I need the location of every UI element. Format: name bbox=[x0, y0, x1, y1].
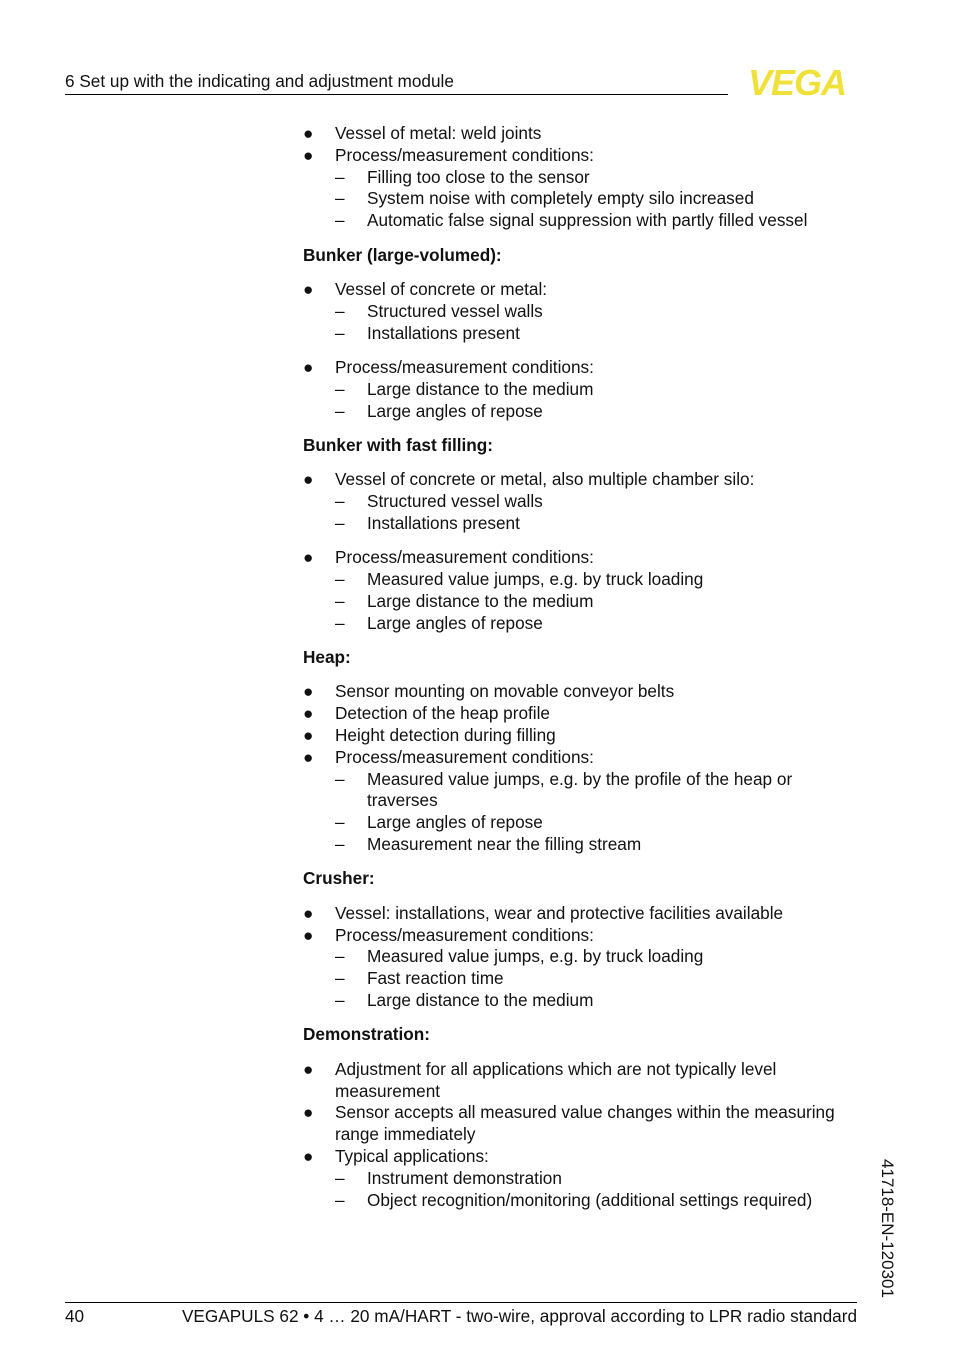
sub-item-text: Automatic false signal suppression with partly filled vessel bbox=[367, 210, 808, 231]
dash-icon: – bbox=[335, 378, 345, 399]
spacer bbox=[303, 1012, 873, 1025]
sub-list-item bbox=[303, 613, 873, 635]
bullet-icon: ● bbox=[303, 469, 314, 490]
list-item-text: Vessel of concrete or metal, also multiple chamber silo: bbox=[335, 469, 755, 490]
sub-list-item bbox=[303, 401, 873, 423]
bullet-icon: ● bbox=[303, 902, 314, 923]
sub-item-text: Measured value jumps, e.g. by truck loading bbox=[367, 569, 704, 590]
list-item-text: range immediately bbox=[335, 1124, 476, 1145]
sub-item-text: System noise with completely empty silo increased bbox=[367, 188, 754, 209]
dash-icon: – bbox=[335, 990, 345, 1011]
footer-text: VEGAPULS 62 • 4 … 20 mA/HART - two-wire, approval according to LPR radio standard bbox=[181, 1306, 857, 1326]
list-item-continuation bbox=[303, 1081, 873, 1103]
sub-item-text: Large angles of repose bbox=[367, 812, 543, 833]
sub-list-item bbox=[303, 513, 873, 535]
bullet-icon: ● bbox=[303, 278, 314, 299]
dash-icon: – bbox=[335, 300, 345, 321]
bullet-icon: ● bbox=[303, 356, 314, 377]
sub-item-text: Installations present bbox=[367, 322, 520, 343]
dash-icon: – bbox=[335, 834, 345, 855]
dash-icon: – bbox=[335, 1167, 345, 1188]
logo-text: VEGA bbox=[747, 66, 847, 98]
list-item-text: Vessel of concrete or metal: bbox=[335, 278, 548, 299]
list-item bbox=[303, 725, 873, 747]
list-item-text: Vessel: installations, wear and protective facilities available bbox=[335, 902, 784, 923]
bullet-icon: ● bbox=[303, 725, 314, 746]
sub-list-item bbox=[303, 210, 873, 232]
dash-icon: – bbox=[335, 946, 345, 967]
dash-icon: – bbox=[335, 768, 345, 789]
list-item-text: Sensor accepts all measured value changes within the measuring bbox=[335, 1102, 835, 1123]
dash-icon: – bbox=[335, 512, 345, 533]
list-item-text: Process/measurement conditions: bbox=[335, 144, 594, 165]
sub-item-text: Large angles of repose bbox=[367, 400, 543, 421]
sub-list-item bbox=[303, 769, 873, 791]
sub-list-item bbox=[303, 834, 873, 856]
dash-icon: – bbox=[335, 968, 345, 989]
list-item-text: Process/measurement conditions: bbox=[335, 924, 594, 945]
list-item bbox=[303, 123, 873, 145]
document-code: 41718-EN-120301 bbox=[878, 1159, 897, 1298]
list-item-text: Process/measurement conditions: bbox=[335, 547, 594, 568]
sub-list-item bbox=[303, 990, 873, 1012]
section-heading: Crusher: bbox=[303, 868, 375, 889]
sub-list-item bbox=[303, 1190, 873, 1212]
list-item-text: Typical applications: bbox=[335, 1146, 489, 1166]
sub-list-item bbox=[303, 188, 873, 210]
spacer bbox=[303, 856, 873, 869]
bullet-icon: ● bbox=[303, 547, 314, 568]
spacer bbox=[303, 232, 873, 245]
spacer bbox=[303, 266, 873, 279]
dash-icon: – bbox=[335, 400, 345, 421]
vega-logo bbox=[735, 66, 859, 98]
dash-icon: – bbox=[335, 612, 345, 633]
list-item bbox=[303, 469, 873, 491]
list-item-text: Process/measurement conditions: bbox=[335, 356, 594, 377]
list-item bbox=[303, 547, 873, 569]
dash-icon: – bbox=[335, 1189, 345, 1210]
page-header-section: 6 Set up with the indicating and adjustment module bbox=[65, 71, 454, 91]
spacer bbox=[303, 457, 873, 470]
sub-list-item bbox=[303, 968, 873, 990]
sub-item-text: Measurement near the filling stream bbox=[367, 834, 642, 855]
spacer bbox=[303, 669, 873, 682]
dash-icon: – bbox=[335, 322, 345, 343]
list-item bbox=[303, 1102, 873, 1124]
list-item bbox=[303, 681, 873, 703]
list-item-text: Process/measurement conditions: bbox=[335, 746, 594, 767]
spacer bbox=[303, 535, 873, 548]
footer-rule bbox=[65, 1302, 857, 1303]
spacer bbox=[303, 890, 873, 903]
sub-list-item bbox=[303, 591, 873, 613]
bullet-icon: ● bbox=[303, 1146, 314, 1166]
sub-item-text: Object recognition/monitoring (additional settings required) bbox=[367, 1189, 813, 1210]
spacer bbox=[303, 1046, 873, 1059]
sub-item-text: Filling too close to the sensor bbox=[367, 166, 590, 187]
sub-item-text: Structured vessel walls bbox=[367, 491, 543, 512]
section-heading: Demonstration: bbox=[303, 1024, 431, 1045]
dash-icon: – bbox=[335, 569, 345, 590]
sub-list-item bbox=[303, 812, 873, 834]
spacer bbox=[303, 635, 873, 648]
list-item bbox=[303, 925, 873, 947]
section-heading: Bunker with fast filling: bbox=[303, 434, 494, 455]
sub-list-item bbox=[303, 569, 873, 591]
list-item bbox=[303, 145, 873, 167]
spacer bbox=[303, 344, 873, 357]
list-item-text: Adjustment for all applications which are not typically level bbox=[335, 1058, 777, 1079]
dash-icon: – bbox=[335, 210, 345, 231]
dash-icon: – bbox=[335, 491, 345, 512]
bullet-icon: ● bbox=[303, 123, 314, 143]
sub-list-item bbox=[303, 301, 873, 323]
sub-item-text: Installations present bbox=[367, 512, 520, 533]
list-item-text: Vessel of metal: weld joints bbox=[335, 123, 542, 143]
sub-list-item bbox=[303, 946, 873, 968]
sub-item-text: Instrument demonstration bbox=[367, 1167, 562, 1188]
sub-item-text: Measured value jumps, e.g. by the profile of the heap or bbox=[367, 768, 793, 789]
bullet-icon: ● bbox=[303, 1058, 314, 1079]
section-heading: Heap: bbox=[303, 647, 351, 668]
sub-list-item bbox=[303, 1168, 873, 1190]
list-item-text: Height detection during filling bbox=[335, 725, 556, 746]
spacer bbox=[303, 422, 873, 435]
sub-item-text: Large distance to the medium bbox=[367, 990, 594, 1011]
bullet-icon: ● bbox=[303, 681, 314, 702]
bullet-icon: ● bbox=[303, 746, 314, 767]
sub-list-item bbox=[303, 167, 873, 189]
list-item bbox=[303, 747, 873, 769]
sub-list-item bbox=[303, 491, 873, 513]
list-item bbox=[303, 1146, 873, 1168]
bullet-icon: ● bbox=[303, 1102, 314, 1123]
list-item bbox=[303, 357, 873, 379]
list-item-text: Sensor mounting on movable conveyor belts bbox=[335, 681, 675, 702]
sub-list-item bbox=[303, 323, 873, 345]
dash-icon: – bbox=[335, 166, 345, 187]
list-item bbox=[303, 279, 873, 301]
dash-icon: – bbox=[335, 590, 345, 611]
sub-item-text: Structured vessel walls bbox=[367, 300, 543, 321]
header-rule bbox=[65, 94, 728, 95]
bullet-icon: ● bbox=[303, 144, 314, 165]
list-item bbox=[303, 903, 873, 925]
bullet-icon: ● bbox=[303, 924, 314, 945]
sub-item-text: Fast reaction time bbox=[367, 968, 504, 989]
list-item-text: Detection of the heap profile bbox=[335, 703, 550, 724]
list-item bbox=[303, 703, 873, 725]
sub-list-item bbox=[303, 379, 873, 401]
list-item-continuation bbox=[303, 1124, 873, 1146]
sub-item-text: Measured value jumps, e.g. by truck loading bbox=[367, 946, 704, 967]
bullet-icon: ● bbox=[303, 703, 314, 724]
sub-item-text: Large distance to the medium bbox=[367, 590, 594, 611]
list-item-text: measurement bbox=[335, 1080, 441, 1101]
page-number: 40 bbox=[65, 1306, 85, 1326]
list-item bbox=[303, 1059, 873, 1081]
dash-icon: – bbox=[335, 188, 345, 209]
sub-item-continuation bbox=[303, 790, 873, 812]
sub-item-text: traverses bbox=[367, 790, 438, 811]
section-heading: Bunker (large-volumed): bbox=[303, 244, 502, 265]
sub-item-text: Large distance to the medium bbox=[367, 378, 594, 399]
dash-icon: – bbox=[335, 812, 345, 833]
sub-item-text: Large angles of repose bbox=[367, 612, 543, 633]
page-content bbox=[303, 123, 873, 1211]
